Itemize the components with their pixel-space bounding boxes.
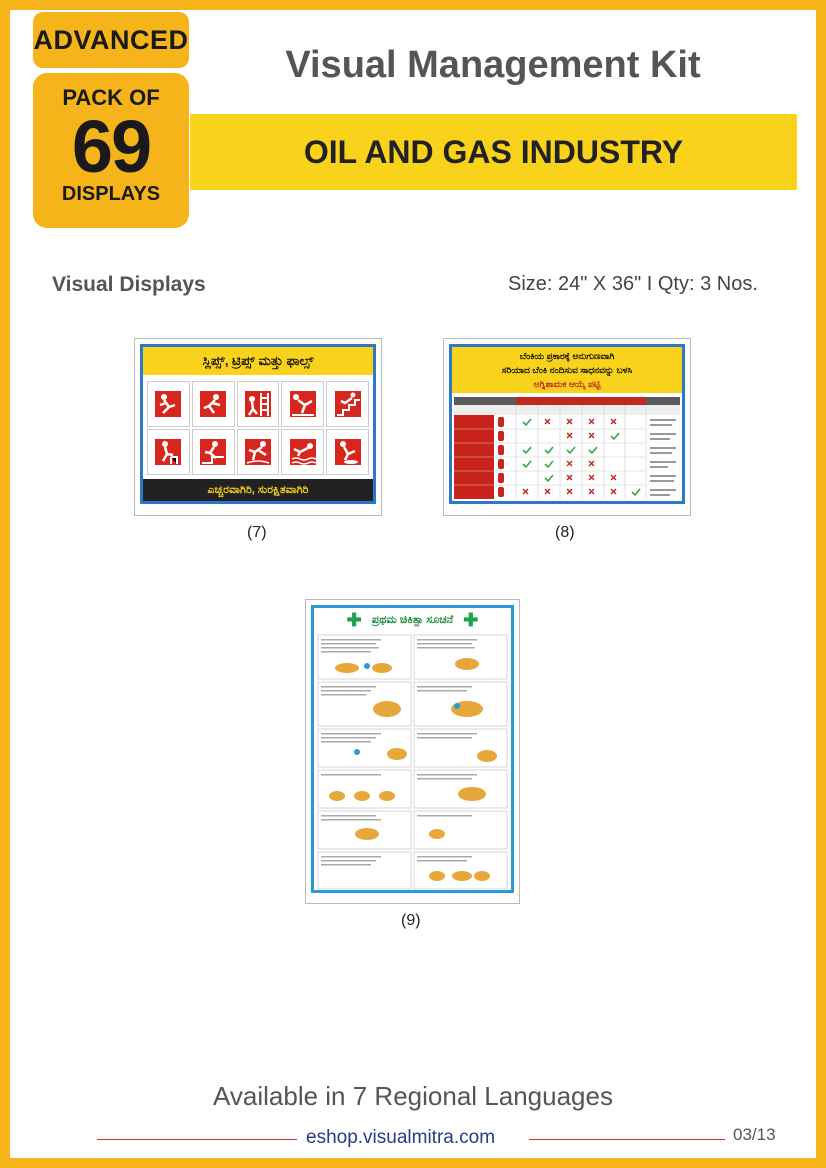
green-cross-icon: ✚ <box>463 609 479 630</box>
poster-heading-line2: ಸರಿಯಾದ ಬೆಂಕಿ ನಂದಿಸುವ ಸಾಧನವನ್ನು ಬಳಸಿ <box>501 365 633 375</box>
section-title: Visual Displays <box>52 273 206 296</box>
qty-label: Qty: <box>657 273 695 295</box>
chair-fall-icon <box>147 429 190 475</box>
poster-heading: ಪ್ರಥಮ ಚಿಕಿತ್ಸಾ ಸೂಚನೆ <box>371 613 454 626</box>
size-qty-info <box>508 273 758 296</box>
page-number: 03/13 <box>733 1125 776 1144</box>
poster-first-aid[interactable] <box>305 599 520 904</box>
green-cross-icon: ✚ <box>346 609 362 630</box>
trip-hazard-icon <box>192 381 235 427</box>
spill-slip-icon <box>326 429 369 475</box>
poster-subheading: ಅಗ್ನಿಶಾಮಕ ಆಯ್ಕೆ ಪಟ್ಟಿ <box>533 379 601 389</box>
poster-heading <box>452 347 682 393</box>
shop-link[interactable]: eshop.visualmitra.com <box>306 1127 496 1148</box>
displays-label: DISPLAYS <box>61 183 161 205</box>
advanced-badge <box>33 12 189 68</box>
page-title: Visual Management Kit <box>285 44 701 86</box>
step-trip-icon <box>192 429 235 475</box>
poster-frame <box>311 605 514 893</box>
qty-value: 3 Nos. <box>700 273 758 295</box>
poster-heading-line1: ಬೆಂಕಿಯ ಪ್ರಕಾರಕ್ಕೆ ಅನುಗುಣವಾಗಿ <box>519 351 615 361</box>
size-label: Size: <box>508 273 553 295</box>
extinguisher-table-graphic <box>454 397 680 499</box>
ladder-fall-icon <box>237 381 280 427</box>
water-fall-icon <box>281 429 324 475</box>
poster-8-caption: (8) <box>555 524 575 541</box>
footer-divider-right <box>529 1139 725 1140</box>
poster-footer: ಎಚ್ಚರವಾಗಿರಿ, ಸುರಕ್ಷಿತವಾಗಿರಿ <box>143 479 373 501</box>
size-value: 24" X 36" <box>558 273 642 295</box>
industry-banner <box>190 114 797 190</box>
poster-frame <box>140 344 376 504</box>
poster-9-caption: (9) <box>401 912 421 929</box>
poster-heading: ಸ್ಲಿಪ್ಸ್, ಟ್ರಿಪ್ಸ್ ಮತ್ತು ಫಾಲ್ಸ್ <box>143 347 373 375</box>
footer-divider-left <box>97 1139 297 1140</box>
slip-hazard-icon <box>147 381 190 427</box>
pack-of-label: PACK OF <box>62 85 160 110</box>
poster-fire-extinguisher-chart[interactable] <box>443 338 691 516</box>
languages-note: Available in 7 Regional Languages <box>213 1081 613 1111</box>
first-aid-sections-graphic <box>317 634 508 890</box>
poster-7-caption: (7) <box>247 524 267 541</box>
advanced-label: ADVANCED <box>33 24 189 55</box>
industry-label: OIL AND GAS INDUSTRY <box>303 133 684 170</box>
poster-heading-row <box>314 608 511 632</box>
edge-fall-icon <box>281 381 324 427</box>
stair-fall-icon <box>326 381 369 427</box>
cable-trip-icon <box>237 429 280 475</box>
pack-count: 69 <box>71 105 151 188</box>
pack-count-badge <box>33 73 189 228</box>
hazard-icon-grid <box>143 375 373 481</box>
poster-slips-trips-falls[interactable] <box>134 338 382 516</box>
poster-frame <box>449 344 685 504</box>
separator: I <box>646 273 653 295</box>
